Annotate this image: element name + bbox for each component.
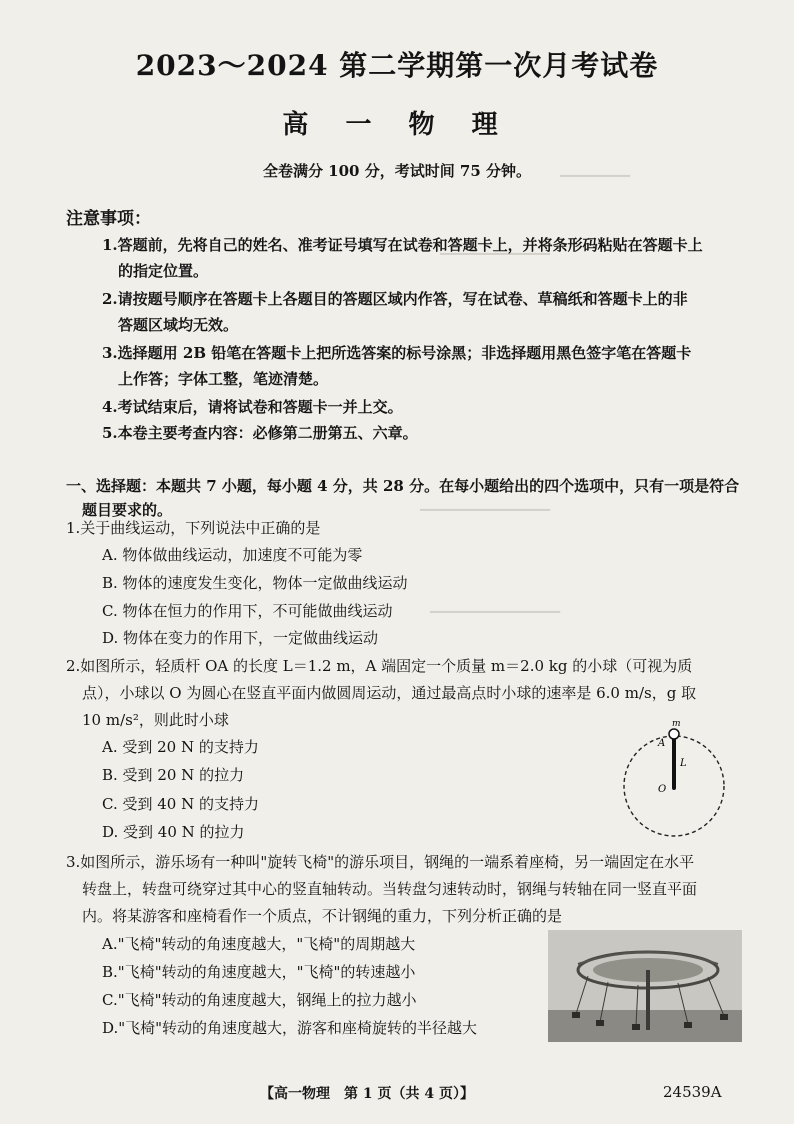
page-footer: 【高一物理 第 1 页（共 4 页）】 [260,1086,474,1102]
notice-item: 上作答；字体工整，笔迹清楚。 [118,370,329,388]
bleed-through-texture: ▔▔▔▔▔▔▔▔▔▔▔▔▔ [430,612,560,627]
q2-option-a: A. 受到 20 N 的支持力 [102,738,259,756]
question-3-stem: 3.如图所示，游乐场有一种叫"旋转飞椅"的游乐项目，钢绳的一端系着座椅，另一端固定在水平 [66,853,695,871]
notice-item: 5.本卷主要考查内容：必修第二册第五、六章。 [102,424,418,442]
question-2-stem: 2.如图所示，轻质杆 OA 的长度 L＝1.2 m，A 端固定一个质量 m＝2.0 kg 的小球（可视为质 [66,657,693,675]
section-heading-line: 一、选择题：本题共 7 小题，每小题 4 分，共 28 分。在每小题给出的四个选项中，只有一项是符合 [66,477,740,495]
notice-item: 4.考试结束后，请将试卷和答题卡一并上交。 [102,398,403,416]
bleed-through-texture: ▔▔▔▔▔▔▔▔▔▔▔ [440,254,550,269]
exam-code: 24539A [663,1083,722,1101]
question-3-stem: 内。将某游客和座椅看作一个质点，不计钢绳的重力，下列分析正确的是 [82,907,563,925]
notice-item: 2.请按题号顺序在答题卡上各题目的答题区域内作答，写在试卷、草稿纸和答题卡上的非 [102,290,688,308]
q1-option-a: A. 物体做曲线运动，加速度不可能为零 [102,546,363,564]
score-time-note: 全卷满分 100 分，考试时间 75 分钟。 [262,162,532,180]
bleed-through-texture: ▔▔▔▔▔▔▔ [560,176,630,191]
q3-option-c: C."飞椅"转动的角速度越大，钢绳上的拉力越小 [102,991,417,1009]
section-heading-line: 题目要求的。 [82,501,173,519]
q1-option-b: B. 物体的速度发生变化，物体一定做曲线运动 [102,574,408,592]
notice-heading: 注意事项： [66,209,151,229]
subject-title: 高 一 物 理 [282,110,512,140]
rod-circle-diagram [612,718,742,840]
notice-item: 答题区域均无效。 [118,316,239,334]
q3-option-b: B."飞椅"转动的角速度越大，"飞椅"的转速越小 [102,963,416,981]
flying-chairs-photo [548,930,742,1042]
label-o: O [658,784,667,795]
question-2-stem: 点），小球以 O 为圆心在竖直平面内做圆周运动，通过最高点时小球的速率是 6.0 m/s，g 取 [82,684,697,702]
q1-option-d: D. 物体在变力的作用下，一定做曲线运动 [102,629,379,647]
label-m: m [672,719,681,729]
ball [669,729,679,739]
q2-option-c: C. 受到 40 N 的支持力 [102,795,259,813]
question-3-stem: 转盘上，转盘可绕穿过其中心的竖直轴转动。当转盘匀速转动时，钢绳与转轴在同一竖直平面 [82,880,698,898]
label-l: L [680,758,687,769]
question-1-stem: 1.关于曲线运动，下列说法中正确的是 [66,519,321,537]
q1-option-c: C. 物体在恒力的作用下，不可能做曲线运动 [102,602,393,620]
q3-option-d: D."飞椅"转动的角速度越大，游客和座椅旋转的半径越大 [102,1019,478,1037]
notice-item: 的指定位置。 [118,262,209,280]
label-a: A [658,738,666,749]
flying-chairs-illustration [548,930,742,1042]
notice-item: 1.答题前，先将自己的姓名、准考证号填写在试卷和答题卡上，并将条形码粘贴在答题卡上 [102,236,703,254]
exam-title: 2023～2024 第二学期第一次月考试卷 [135,49,659,82]
question-2-stem: 10 m/s²，则此时小球 [82,711,229,729]
pivot-point [672,786,676,790]
section-heading [66,474,746,522]
notice-item: 3.选择题用 2B 铅笔在答题卡上把所选答案的标号涂黑；非选择题用黑色签字笔在答题卡 [102,344,692,362]
q3-option-a: A."飞椅"转动的角速度越大，"飞椅"的周期越大 [102,935,416,953]
q2-option-b: B. 受到 20 N 的拉力 [102,766,245,784]
q2-option-d: D. 受到 40 N 的拉力 [102,823,245,841]
bleed-through-texture: ▔▔▔▔▔▔▔▔▔▔▔▔▔ [420,510,550,525]
